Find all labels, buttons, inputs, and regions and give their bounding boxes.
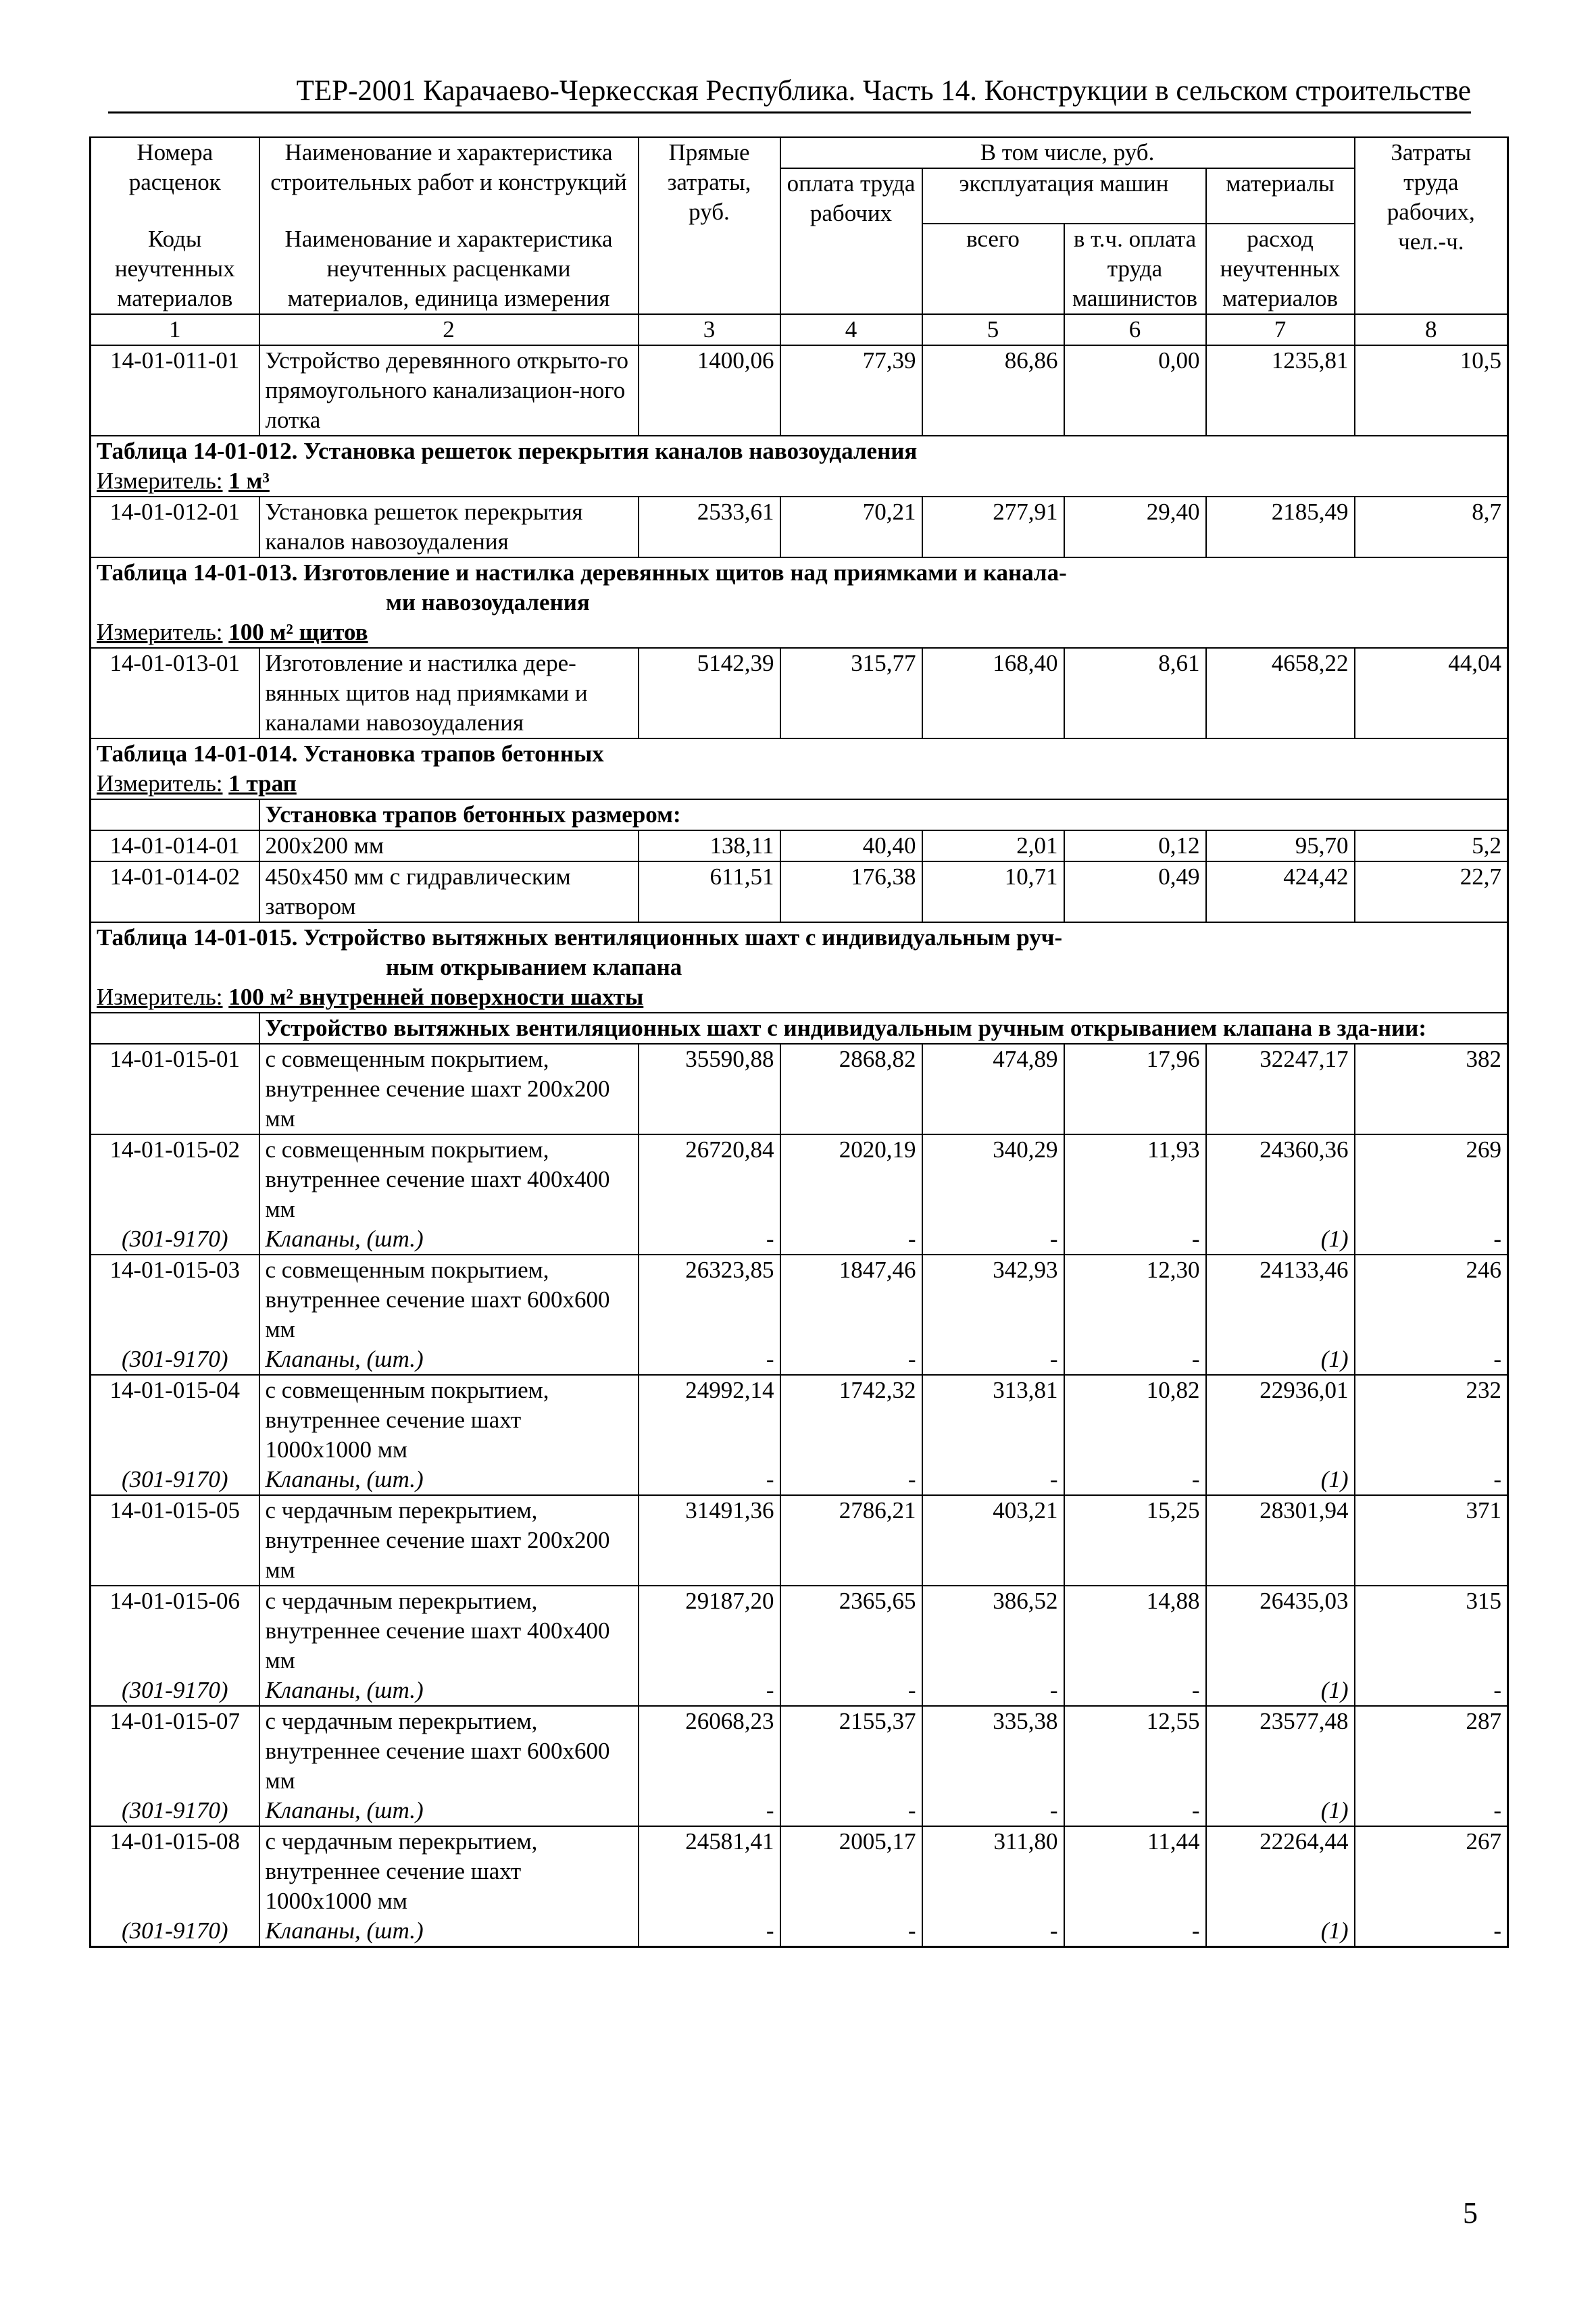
rate-value: 2005,17	[780, 1826, 922, 1916]
rate-value: 0,12	[1064, 830, 1206, 861]
measure-value: 100 м² внутренней поверхности шахты	[228, 984, 644, 1010]
material-dash: -	[1064, 1344, 1206, 1375]
page-header: ТЕР-2001 Карачаево-Черкесская Республика. Часть 14. Конструкции в сельском строительстве	[108, 74, 1471, 114]
rate-value: 371	[1355, 1495, 1508, 1586]
subheading: Установка трапов бетонных размером:	[259, 799, 1508, 830]
rate-value: 10,82	[1064, 1375, 1206, 1465]
rate-value: 2,01	[922, 830, 1064, 861]
rate-name: с совмещенным покрытием, внутреннее сечение шахт 200х200 мм	[259, 1044, 639, 1134]
header-unaccounted-materials: расход неучтенных материалов	[1206, 224, 1355, 314]
material-quantity: (1)	[1206, 1796, 1355, 1826]
subheading-spacer	[91, 1013, 259, 1044]
rate-value: 35590,88	[639, 1044, 780, 1134]
material-dash: -	[1064, 1796, 1206, 1826]
rate-name: с совмещенным покрытием, внутреннее сечение шахт 1000х1000 мм	[259, 1375, 639, 1465]
rate-row	[91, 497, 1508, 557]
rate-value: 1847,46	[780, 1255, 922, 1344]
material-code: (301-9170)	[91, 1465, 259, 1495]
rate-value: 5142,39	[639, 648, 780, 738]
rate-value: 86,86	[922, 345, 1064, 436]
rate-name: 200х200 мм	[259, 830, 639, 861]
rate-row	[91, 345, 1508, 436]
rate-code: 14-01-015-05	[91, 1495, 259, 1586]
material-quantity: (1)	[1206, 1916, 1355, 1947]
table-title-text: Таблица 14-01-012. Установка решеток перекрытия каналов навозоудаления	[97, 438, 918, 464]
header-machines-total: всего	[922, 224, 1064, 314]
rate-name: с чердачным перекрытием, внутреннее сечение шахт 1000х1000 мм	[259, 1826, 639, 1916]
header-direct-costs: Прямые затраты, руб.	[639, 137, 780, 314]
material-dash: -	[922, 1465, 1064, 1495]
rate-value: 403,21	[922, 1495, 1064, 1586]
material-dash: -	[639, 1796, 780, 1826]
measure-value: 100 м² щитов	[228, 619, 368, 645]
material-name: Клапаны, (шт.)	[259, 1796, 639, 1826]
table-title	[91, 922, 1508, 982]
rate-row	[91, 1044, 1508, 1134]
rate-value: 8,61	[1064, 648, 1206, 738]
rate-value: 315	[1355, 1586, 1508, 1676]
rate-value: 1400,06	[639, 345, 780, 436]
header-materials-group: материалы	[1206, 168, 1355, 224]
material-dash: -	[780, 1224, 922, 1255]
material-name: Клапаны, (шт.)	[259, 1916, 639, 1947]
table-title-row	[91, 738, 1508, 769]
material-name: Клапаны, (шт.)	[259, 1465, 639, 1495]
rate-code: 14-01-015-03	[91, 1255, 259, 1344]
material-name: Клапаны, (шт.)	[259, 1676, 639, 1706]
rate-row	[91, 1495, 1508, 1586]
rate-name: с чердачным перекрытием, внутреннее сечение шахт 600х600 мм	[259, 1706, 639, 1796]
material-dash: -	[1355, 1344, 1508, 1375]
rate-value: 2786,21	[780, 1495, 922, 1586]
table-title-row	[91, 922, 1508, 982]
material-dash: -	[1355, 1916, 1508, 1947]
measure-label: Измеритель:	[97, 984, 223, 1010]
rate-value: 26323,85	[639, 1255, 780, 1344]
rate-value: 24581,41	[639, 1826, 780, 1916]
rate-value: 335,38	[922, 1706, 1064, 1796]
rate-code: 14-01-014-02	[91, 861, 259, 922]
rate-value: 77,39	[780, 345, 922, 436]
material-code: (301-9170)	[91, 1224, 259, 1255]
measure-value: 1 м³	[228, 468, 270, 494]
rate-value: 22936,01	[1206, 1375, 1355, 1465]
header-rate-numbers-label: Номера расценок	[128, 139, 221, 195]
rate-value: 2020,19	[780, 1134, 922, 1224]
rate-value: 28301,94	[1206, 1495, 1355, 1586]
column-number: 7	[1206, 314, 1355, 345]
measure-unit	[91, 769, 1508, 799]
rate-row	[91, 861, 1508, 922]
material-dash: -	[780, 1465, 922, 1495]
rate-value: 14,88	[1064, 1586, 1206, 1676]
rate-value: 474,89	[922, 1044, 1064, 1134]
material-name: Клапаны, (шт.)	[259, 1224, 639, 1255]
rate-value: 267	[1355, 1826, 1508, 1916]
rate-name: с чердачным перекрытием, внутреннее сечение шахт 200х200 мм	[259, 1495, 639, 1586]
material-dash: -	[1355, 1676, 1508, 1706]
rate-value: 70,21	[780, 497, 922, 557]
rate-code: 14-01-013-01	[91, 648, 259, 738]
rate-value: 44,04	[1355, 648, 1508, 738]
table-title-row	[91, 557, 1508, 618]
table-title-continuation: ми навозоудаления	[386, 589, 590, 615]
rate-row	[91, 830, 1508, 861]
material-code: (301-9170)	[91, 1916, 259, 1947]
rate-value: 15,25	[1064, 1495, 1206, 1586]
material-dash: -	[780, 1916, 922, 1947]
rate-value: 22264,44	[1206, 1826, 1355, 1916]
rate-value: 287	[1355, 1706, 1508, 1796]
material-quantity: (1)	[1206, 1676, 1355, 1706]
material-dash: -	[922, 1344, 1064, 1375]
material-row	[91, 1796, 1508, 1826]
measure-label: Измеритель:	[97, 468, 223, 494]
rate-value: 340,29	[922, 1134, 1064, 1224]
rate-value: 24360,36	[1206, 1134, 1355, 1224]
material-dash: -	[780, 1676, 922, 1706]
rate-value: 0,49	[1064, 861, 1206, 922]
material-dash: -	[639, 1224, 780, 1255]
column-number: 2	[259, 314, 639, 345]
rate-value: 4658,22	[1206, 648, 1355, 738]
subheading-row	[91, 799, 1508, 830]
rate-name: с совмещенным покрытием, внутреннее сечение шахт 600х600 мм	[259, 1255, 639, 1344]
rate-value: 1742,32	[780, 1375, 922, 1465]
material-row	[91, 1344, 1508, 1375]
header-works-label: Наименование и характеристика строительных работ и конструкций	[270, 139, 627, 195]
header-materials-label: Наименование и характеристика неучтенных расценками материалов, единица измерения	[284, 226, 613, 311]
rate-value: 2868,82	[780, 1044, 922, 1134]
material-dash: -	[780, 1796, 922, 1826]
rate-code: 14-01-012-01	[91, 497, 259, 557]
rate-name: Установка решеток перекрытия каналов навозоудаления	[259, 497, 639, 557]
rate-value: 246	[1355, 1255, 1508, 1344]
material-quantity: (1)	[1206, 1344, 1355, 1375]
rate-value: 10,71	[922, 861, 1064, 922]
table-title-continuation: ным открыванием клапана	[386, 954, 682, 980]
rate-name: Устройство деревянного открыто-го прямоугольного канализацион-ного лотка	[259, 345, 639, 436]
rate-code: 14-01-015-01	[91, 1044, 259, 1134]
rate-value: 8,7	[1355, 497, 1508, 557]
material-row	[91, 1676, 1508, 1706]
rate-value: 168,40	[922, 648, 1064, 738]
material-dash: -	[922, 1224, 1064, 1255]
rate-row	[91, 1255, 1508, 1344]
rate-name: с совмещенным покрытием, внутреннее сечение шахт 400х400 мм	[259, 1134, 639, 1224]
rate-code: 14-01-014-01	[91, 830, 259, 861]
measure-value: 1 трап	[228, 770, 297, 797]
material-dash: -	[639, 1916, 780, 1947]
rate-value: 232	[1355, 1375, 1508, 1465]
header-names	[259, 137, 639, 314]
subheading-spacer	[91, 799, 259, 830]
rate-value: 12,30	[1064, 1255, 1206, 1344]
price-table-document	[89, 136, 1507, 1948]
rate-value: 313,81	[922, 1375, 1064, 1465]
material-dash: -	[922, 1796, 1064, 1826]
rate-row	[91, 1826, 1508, 1916]
material-quantity: (1)	[1206, 1465, 1355, 1495]
rate-value: 24133,46	[1206, 1255, 1355, 1344]
rate-value: 2365,65	[780, 1586, 922, 1676]
rate-value: 11,44	[1064, 1826, 1206, 1916]
rates-table	[89, 136, 1509, 1948]
measure-label: Измеритель:	[97, 619, 223, 645]
material-dash: -	[922, 1916, 1064, 1947]
material-row	[91, 1916, 1508, 1947]
subheading: Устройство вытяжных вентиляционных шахт с индивидуальным ручным открыванием клапана в зда-нии:	[259, 1013, 1508, 1044]
column-number: 6	[1064, 314, 1206, 345]
rate-value: 23577,48	[1206, 1706, 1355, 1796]
column-number: 1	[91, 314, 259, 345]
rate-value: 31491,36	[639, 1495, 780, 1586]
measure-row	[91, 982, 1508, 1013]
table-title	[91, 557, 1508, 618]
measure-unit	[91, 466, 1508, 497]
rate-value: 26435,03	[1206, 1586, 1355, 1676]
material-dash: -	[1355, 1224, 1508, 1255]
table-title-text: Таблица 14-01-013. Изготовление и настилка деревянных щитов над приямками и канала-	[97, 559, 1067, 586]
rate-value: 611,51	[639, 861, 780, 922]
rate-value: 29,40	[1064, 497, 1206, 557]
header-machinist-pay: в т.ч. оплата труда машинистов	[1064, 224, 1206, 314]
rate-value: 17,96	[1064, 1044, 1206, 1134]
rate-value: 10,5	[1355, 345, 1508, 436]
rate-value: 2155,37	[780, 1706, 922, 1796]
rate-value: 12,55	[1064, 1706, 1206, 1796]
material-dash: -	[639, 1344, 780, 1375]
header-including: В том числе, руб.	[780, 137, 1355, 168]
table-title	[91, 436, 1508, 466]
rate-value: 5,2	[1355, 830, 1508, 861]
column-number: 4	[780, 314, 922, 345]
material-row	[91, 1224, 1508, 1255]
material-quantity: (1)	[1206, 1224, 1355, 1255]
material-dash: -	[1064, 1465, 1206, 1495]
rate-value: 22,7	[1355, 861, 1508, 922]
rate-value: 11,93	[1064, 1134, 1206, 1224]
rate-row	[91, 648, 1508, 738]
header-machines: эксплуатация машин	[922, 168, 1206, 224]
rate-value: 24992,14	[639, 1375, 780, 1465]
rate-code: 14-01-015-08	[91, 1826, 259, 1916]
rate-row	[91, 1586, 1508, 1676]
column-number: 3	[639, 314, 780, 345]
rate-value: 26068,23	[639, 1706, 780, 1796]
material-row	[91, 1465, 1508, 1495]
rate-value: 311,80	[922, 1826, 1064, 1916]
table-title-row	[91, 436, 1508, 466]
material-dash: -	[1355, 1796, 1508, 1826]
material-dash: -	[1064, 1224, 1206, 1255]
rate-value: 386,52	[922, 1586, 1064, 1676]
rate-value: 138,11	[639, 830, 780, 861]
rate-row	[91, 1706, 1508, 1796]
column-number: 5	[922, 314, 1064, 345]
rate-value: 2533,61	[639, 497, 780, 557]
rate-value: 26720,84	[639, 1134, 780, 1224]
measure-unit	[91, 618, 1508, 648]
material-code: (301-9170)	[91, 1796, 259, 1826]
rate-value: 40,40	[780, 830, 922, 861]
rate-value: 424,42	[1206, 861, 1355, 922]
rate-value: 342,93	[922, 1255, 1064, 1344]
rate-row	[91, 1375, 1508, 1465]
material-dash: -	[1064, 1676, 1206, 1706]
material-code: (301-9170)	[91, 1344, 259, 1375]
header-material-codes-label: Коды неучтенных материалов	[114, 226, 235, 311]
material-code: (301-9170)	[91, 1676, 259, 1706]
material-dash: -	[639, 1676, 780, 1706]
rate-row	[91, 1134, 1508, 1224]
rate-value: 269	[1355, 1134, 1508, 1224]
column-number: 8	[1355, 314, 1508, 345]
rate-value: 2185,49	[1206, 497, 1355, 557]
rate-value: 0,00	[1064, 345, 1206, 436]
header-worker-pay: оплата труда рабочих	[780, 168, 922, 314]
material-dash: -	[1355, 1465, 1508, 1495]
table-title	[91, 738, 1508, 769]
rate-value: 382	[1355, 1044, 1508, 1134]
table-title-text: Таблица 14-01-014. Установка трапов бетонных	[97, 740, 604, 767]
header-labor-costs: Затраты труда рабочих, чел.-ч.	[1355, 137, 1508, 314]
rate-value: 1235,81	[1206, 345, 1355, 436]
measure-label: Измеритель:	[97, 770, 223, 797]
rate-value: 277,91	[922, 497, 1064, 557]
material-dash: -	[922, 1676, 1064, 1706]
rate-code: 14-01-015-07	[91, 1706, 259, 1796]
rate-code: 14-01-015-06	[91, 1586, 259, 1676]
rate-code: 14-01-015-04	[91, 1375, 259, 1465]
material-name: Клапаны, (шт.)	[259, 1344, 639, 1375]
header-rate-numbers	[91, 137, 259, 314]
material-dash: -	[1064, 1916, 1206, 1947]
rate-code: 14-01-015-02	[91, 1134, 259, 1224]
column-numbers-row	[91, 314, 1508, 345]
rate-value: 95,70	[1206, 830, 1355, 861]
table-title-text: Таблица 14-01-015. Устройство вытяжных вентиляционных шахт с индивидуальным руч-	[97, 924, 1063, 951]
material-dash: -	[780, 1344, 922, 1375]
measure-row	[91, 769, 1508, 799]
rate-value: 176,38	[780, 861, 922, 922]
measure-unit	[91, 982, 1508, 1013]
measure-row	[91, 466, 1508, 497]
subheading-row	[91, 1013, 1508, 1044]
rate-name: с чердачным перекрытием, внутреннее сечение шахт 400х400 мм	[259, 1586, 639, 1676]
rate-value: 315,77	[780, 648, 922, 738]
material-dash: -	[639, 1465, 780, 1495]
page-number: 5	[1463, 2196, 1478, 2230]
rate-code: 14-01-011-01	[91, 345, 259, 436]
measure-row	[91, 618, 1508, 648]
rate-value: 29187,20	[639, 1586, 780, 1676]
rate-name: Изготовление и настилка дере-вянных щитов над приямками и каналами навозоудаления	[259, 648, 639, 738]
rate-name: 450х450 мм с гидравлическим затвором	[259, 861, 639, 922]
rate-value: 32247,17	[1206, 1044, 1355, 1134]
